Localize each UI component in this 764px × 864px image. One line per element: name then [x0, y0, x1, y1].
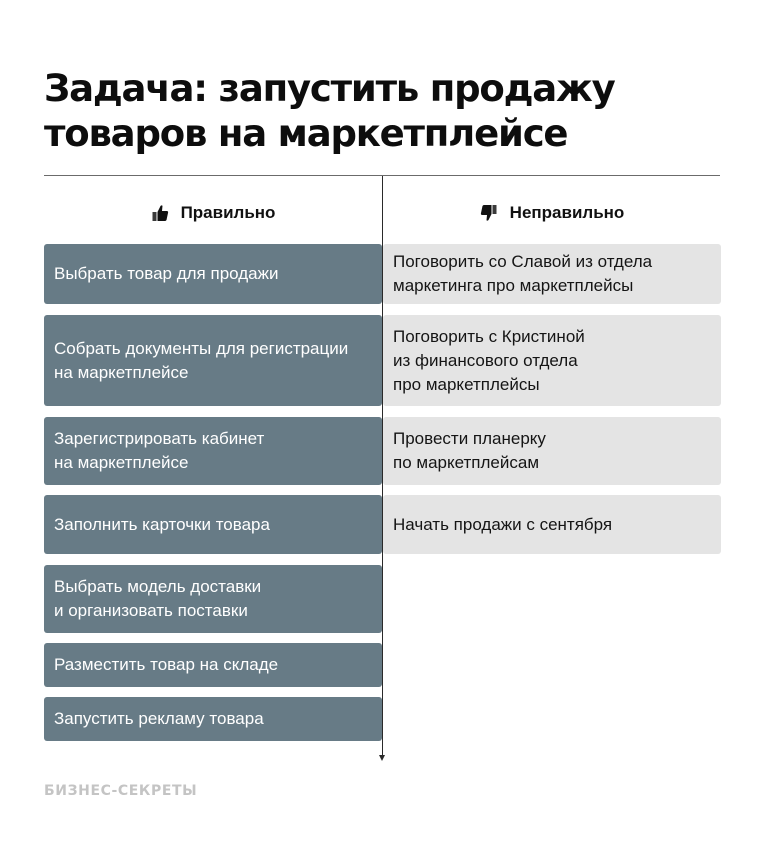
- correct-step-card: [44, 495, 382, 554]
- column-header-wrong-label: Неправильно: [509, 203, 625, 222]
- correct-step-card: [44, 565, 382, 633]
- wrong-step-card: [383, 244, 721, 304]
- correct-step-text: Выбрать модель доставки и организовать поставки: [54, 577, 262, 620]
- wrong-step-text: Провести планерку по маркетплейсам: [393, 429, 546, 472]
- wrong-step-card: [383, 417, 721, 485]
- divider-arrow-icon: [379, 755, 385, 761]
- correct-step-text: Собрать документы для регистрации на маркетплейсе: [54, 338, 349, 382]
- correct-step-text: Зарегистрировать кабинет на маркетплейсе: [54, 429, 265, 472]
- page-title: [44, 66, 724, 156]
- correct-step-card: [44, 643, 382, 687]
- column-header-right-label: Правильно: [180, 203, 276, 222]
- wrong-step-text: Начать продажи с сентября: [393, 514, 613, 534]
- correct-step-text: Выбрать товар для продажи: [54, 264, 279, 283]
- wrong-step-card: [383, 315, 721, 406]
- page-title-line-1: Задача: запустить продажу: [44, 67, 615, 110]
- wrong-step-text: Поговорить со Славой из отдела маркетинга про маркетплейсы: [393, 252, 653, 295]
- wrong-step-text: Поговорить с Кристиной из финансового отдела про маркетплейсы: [393, 326, 585, 394]
- column-header-wrong: [383, 200, 721, 226]
- correct-step-card: [44, 697, 382, 741]
- thumbs-up-icon: [151, 204, 169, 222]
- column-header-right: [44, 200, 382, 226]
- wrong-step-card: [383, 495, 721, 554]
- correct-step-card: [44, 244, 382, 304]
- page-title-line-2: товаров на маркетплейсе: [44, 112, 568, 155]
- correct-step-text: Запустить рекламу товара: [54, 709, 264, 728]
- correct-step-card: [44, 315, 382, 406]
- correct-step-card: [44, 417, 382, 485]
- correct-step-text: Разместить товар на складе: [54, 655, 279, 674]
- brand-logo: БИЗНЕС-СЕКРЕТЫ: [44, 783, 198, 799]
- correct-step-text: Заполнить карточки товара: [54, 514, 270, 534]
- thumbs-down-icon: [480, 204, 498, 222]
